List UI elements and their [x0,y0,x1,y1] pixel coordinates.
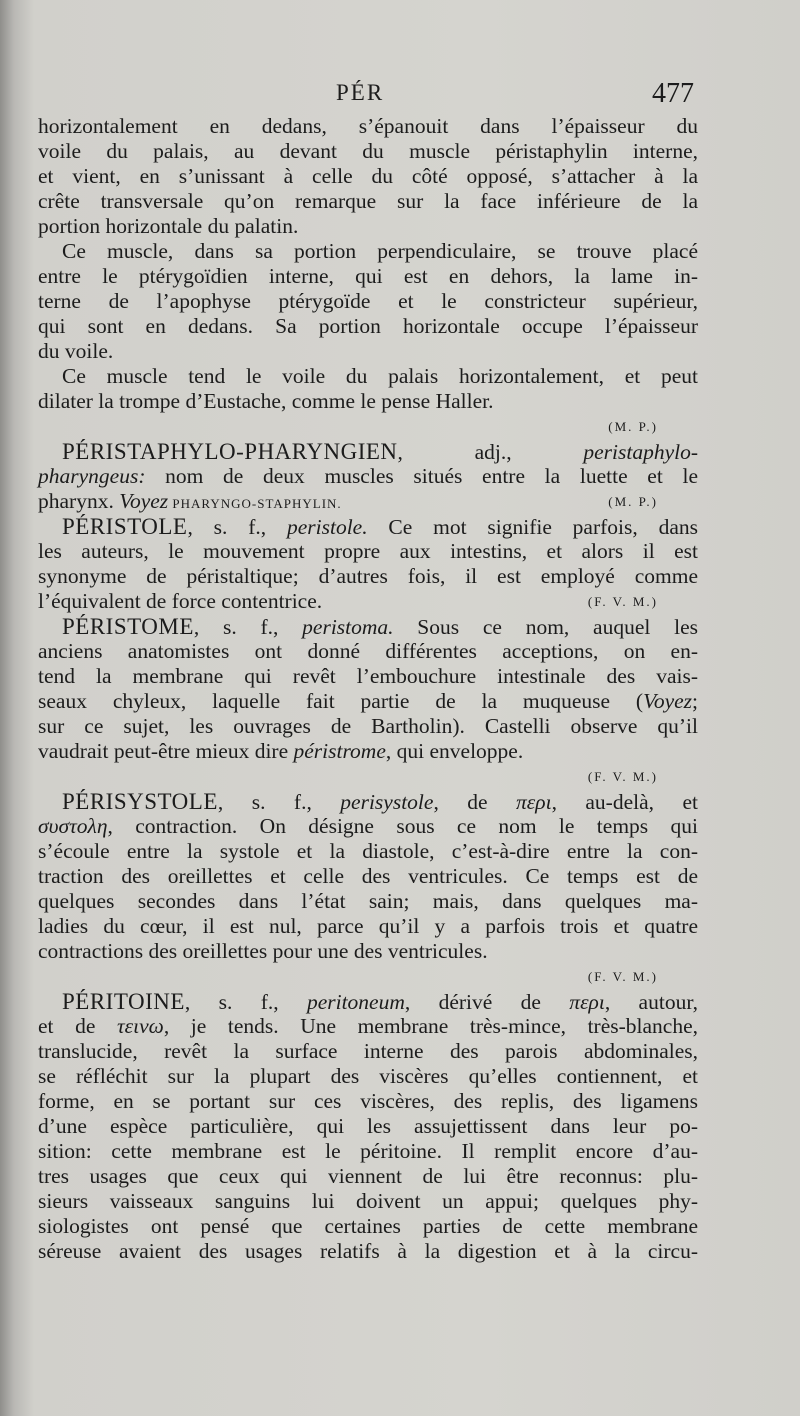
text-line: anciens anatomistes ont donné différentes acceptions, on en- [38,639,698,663]
text-line: tend la membrane qui revêt l’embouchure intestinale des vais- [38,664,698,688]
text-run: et de [38,1014,117,1038]
text-run: , s. f., [184,990,307,1014]
text-run: , contraction. On désigne sous ce nom le temps qui [107,814,698,838]
dictionary-entry [38,439,698,514]
text-line: et vient, en s’unissant à celle du côté opposé, s’attacher à la [38,164,698,188]
text-run: , adj., [397,440,584,464]
entry-headword: PÉRISYSTOLE [62,789,218,814]
text-line: terne de l’apophyse ptérygoïde et le constricteur supérieur, [38,289,698,313]
text-line: translucide, revêt la surface interne des parois abdominales, [38,1039,698,1063]
text-line: quelques secondes dans l’état sain; mais, dans quelques ma- [38,889,698,913]
text-run: vaudrait peut-être mieux dire [38,739,294,763]
text-line [38,789,698,814]
text-line [38,689,698,714]
text-line: siologistes ont pensé que certaines parties de cette membrane [38,1214,698,1238]
text-line: forme, en se portant sur ces viscères, des replis, des ligamens [38,1089,698,1113]
text-line: tres usages que ceux qui viennent de lui être reconnus: plu- [38,1164,698,1188]
dictionary-entry [38,514,698,614]
latin-term: peristaphylo- [583,440,698,464]
entry-headword: PÉRISTOLE [62,514,188,539]
text-line [38,614,698,639]
body-text [38,114,698,1264]
text-line: crête transversale qu’on remarque sur la face inférieure de la [38,189,698,213]
latin-term: perisystole [340,790,434,814]
text-run: , au-delà, et [551,790,698,814]
text-line [38,514,698,539]
entry-headword: PÉRISTOME [62,614,194,639]
greek-term: περι [569,990,605,1014]
latin-term: pharyngeus: [38,464,146,488]
text-run: pharynx. [38,489,120,513]
text-line: du voile. [38,339,114,363]
text-run: nom de deux muscles situés entre la luette et le [145,464,698,488]
text-line: dilater la trompe d’Eustache, comme le pense Haller. [38,389,494,413]
text-line: ladies du cœur, il est nul, parce qu’il y a parfois trois et quatre [38,914,698,938]
text-line: voile du palais, au devant du muscle péristaphylin interne, [38,139,698,163]
greek-term: τεινω [116,1014,164,1038]
text-line: se réfléchit sur la plupart des viscères qu’elles contiennent, et [38,1064,698,1088]
author-signature: (M. P.) [608,419,658,434]
greek-term: συστολη [38,814,108,838]
text-line: synonyme de péristaltique; d’autres fois, il est employé comme [38,564,698,588]
author-signature: (F. V. M.) [587,594,658,609]
text-line: sition: cette membrane est le péritoine. Il remplit encore d’au- [38,1139,698,1163]
text-line: les auteurs, le mouvement propre aux intestins, et alors il est [38,539,698,563]
text-run: , qui enveloppe. [385,739,524,763]
latin-term: peristole. [286,515,368,539]
text-run: Sous ce nom, auquel les [393,615,698,639]
text-run: Ce mot signifie parfois, dans [367,515,698,539]
latin-term: péristrome [293,739,386,763]
text-line: séreuse avaient des usages relatifs à la digestion et à la circu- [38,1239,698,1263]
page-number: 477 [652,78,694,109]
text-line [38,439,698,464]
dictionary-entry [38,789,698,989]
text-line: traction des oreillettes et celle des ventricules. Ce temps est de [38,864,698,888]
text-run: , je tends. Une membrane très-mince, très-blanche, [163,1014,698,1038]
text-run: , de [433,790,517,814]
text-line [38,464,698,489]
latin-term: peritoneum [306,990,405,1014]
greek-term: περι [516,790,552,814]
author-signature: (F. V. M.) [587,769,658,784]
latin-term: peristoma. [302,615,394,639]
text-line: sur ce sujet, les ouvrages de Bartholin). Castelli observe qu’il [38,714,698,738]
text-run: ; [692,689,698,713]
cross-reference: PHARYNGO-STAPHYLIN. [168,496,342,511]
text-run: , s. f., [193,615,303,639]
text-line: sieurs vaisseaux sanguins lui doivent un appui; quelques phy- [38,1189,698,1213]
text-line [38,814,698,839]
paragraph [38,114,698,239]
page-header [0,76,800,116]
text-run: , s. f., [187,515,287,539]
paragraph [38,364,698,439]
text-run: , dérivé de [404,990,570,1014]
text-line: horizontalement en dedans, s’épanouit dans l’épaisseur du [38,114,698,138]
text-run: l’équivalent de force contentrice. [38,589,323,613]
text-line: portion horizontale du palatin. [38,214,299,238]
entry-headword: PÉRISTAPHYLO-PHARYNGIEN [62,439,398,464]
text-line [38,989,698,1014]
author-signature: (F. V. M.) [587,969,658,984]
running-head: PÉR [336,80,385,105]
text-run: seaux chyleux, laquelle fait partie de la muqueuse ( [38,689,644,713]
text-line: s’écoule entre la systole et la diastole, c’est-à-dire entre la con- [38,839,698,863]
entry-headword: PÉRITOINE [62,989,185,1014]
text-line: d’une espèce particulière, qui les assujettissent dans leur po- [38,1114,698,1138]
text-line: Ce muscle tend le voile du palais horizontalement, et peut [62,364,698,388]
dictionary-entry [38,614,698,789]
text-line [38,1014,698,1039]
text-line [38,739,698,764]
text-run: , s. f., [217,790,341,814]
text-run: , autour, [604,990,698,1014]
text-line: Ce muscle, dans sa portion perpendiculaire, se trouve placé [62,239,698,263]
paragraph [38,239,698,364]
author-signature: (M. P.) [608,494,658,509]
text-line [38,489,698,514]
text-line: entre le ptérygoïdien interne, qui est en dehors, la lame in- [38,264,698,288]
text-line [38,589,698,614]
text-line: qui sont en dedans. Sa portion horizontale occupe l’épaisseur [38,314,698,338]
cross-reference-label: Voyez [643,689,693,713]
cross-reference-label: Voyez [119,489,169,513]
text-line: contractions des oreillettes pour une des ventricules. [38,939,488,963]
dictionary-entry [38,989,698,1264]
